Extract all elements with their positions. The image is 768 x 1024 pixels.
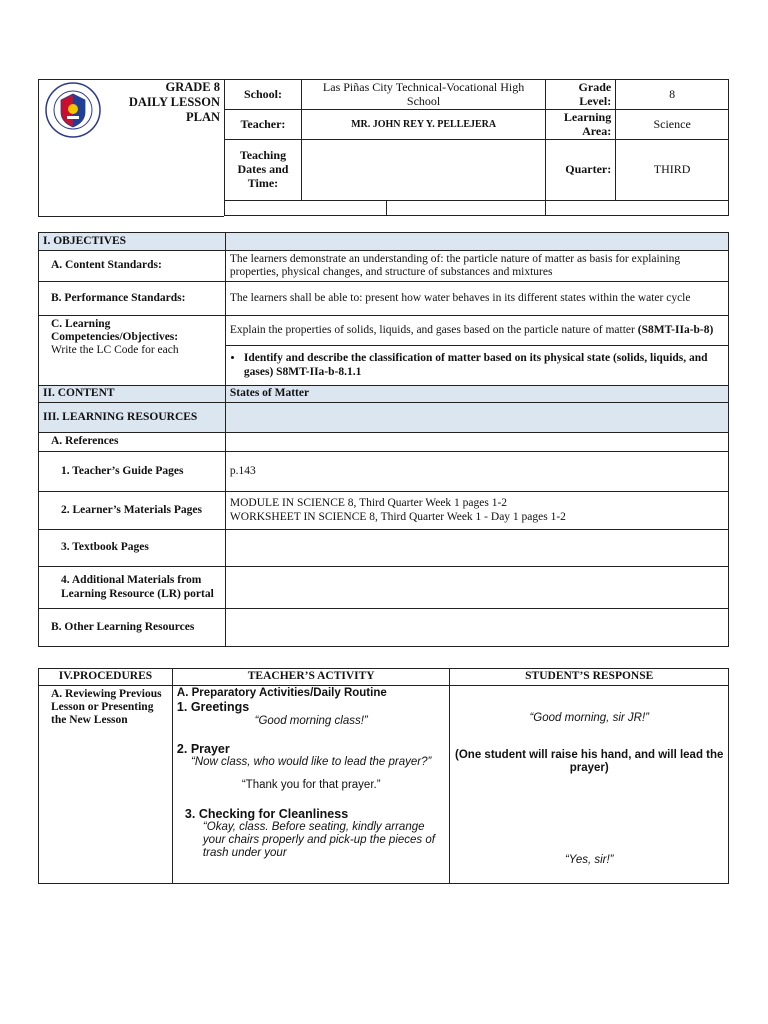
header-table	[224, 79, 729, 216]
performance-standards-value: The learners shall be able to: present how water behaves in its different states within the water cycle	[225, 282, 728, 316]
blank-cell-2	[386, 201, 546, 216]
dates-value	[301, 140, 545, 201]
additional-label: 4. Additional Materials from Learning Resource (LR) portal	[39, 567, 226, 609]
plan-title	[104, 80, 220, 125]
student-response-cell	[450, 686, 729, 884]
greetings-teacher: “Good morning class!”	[254, 714, 368, 727]
resources-heading: III. LEARNING RESOURCES	[39, 403, 226, 433]
teacher-activity-heading: TEACHER’S ACTIVITY	[172, 669, 450, 686]
prayer-teacher: “Now class, who would like to lead the prayer?”	[191, 756, 432, 769]
lm-value-1: MODULE IN SCIENCE 8, Third Quarter Week 1 pages 1-2	[229, 497, 508, 510]
school-value: Las Piñas City Technical-Vocational High School	[301, 80, 545, 110]
other-resources-label: B. Other Learning Resources	[39, 609, 226, 647]
content-value: States of Matter	[225, 386, 728, 403]
references-blank	[225, 433, 728, 452]
other-resources-value	[225, 609, 728, 647]
procedure-step-label: A. Reviewing Previous Lesson or Presenting the New Lesson	[39, 686, 173, 884]
tg-label: 1. Teacher’s Guide Pages	[39, 452, 226, 492]
prayer-student: (One student will raise his hand, and will lead the prayer)	[455, 749, 724, 775]
textbook-label: 3. Textbook Pages	[39, 530, 226, 567]
competencies-label: C. Learning Competencies/Objectives:	[51, 318, 179, 344]
quarter-label: Quarter:	[546, 140, 616, 201]
textbook-value	[225, 530, 728, 567]
blank-cell-1	[225, 201, 387, 216]
lm-value-2: WORKSHEET IN SCIENCE 8, Third Quarter Week 1 - Day 1 pages 1-2	[229, 510, 566, 523]
resources-heading-blank	[225, 403, 728, 433]
teacher-value: MR. JOHN REY Y. PELLEJERA	[301, 110, 545, 140]
objective-bullet: • Identify and describe the classification of matter based on its physical state (solids, liquids, and gases) S8MT-IIa-b-8.1.1	[244, 352, 724, 378]
additional-value	[225, 567, 728, 609]
lm-label: 2. Learner’s Materials Pages	[39, 492, 226, 530]
blank-cell-3	[546, 201, 729, 216]
school-label: School:	[225, 80, 302, 110]
dates-label: Teaching Dates and Time:	[225, 140, 302, 201]
procedures-table	[38, 668, 729, 884]
grade-level-label: Grade Level:	[546, 80, 616, 110]
objectives-heading: I. OBJECTIVES	[39, 233, 226, 251]
cleanliness-teacher: “Okay, class. Before seating, kindly arrange your chairs properly and pick-up the pieces of trash under your	[202, 821, 435, 860]
greetings-heading: 1. Greetings	[176, 700, 250, 715]
deped-seal-icon	[45, 82, 101, 138]
quarter-value: THIRD	[616, 140, 729, 201]
competency-text	[225, 316, 728, 346]
learning-area-value: Science	[616, 110, 729, 140]
greetings-student: “Good morning, sir JR!”	[529, 712, 649, 724]
competencies-cell	[39, 316, 226, 386]
competency-code: (S8MT-IIa-b-8)	[637, 323, 714, 336]
competencies-note: Write the LC Code for each	[51, 344, 179, 357]
performance-standards-label: B. Performance Standards:	[39, 282, 226, 316]
student-response-heading: STUDENT’S RESPONSE	[450, 669, 729, 686]
procedures-heading: IV.PROCEDURES	[39, 669, 173, 686]
learning-area-label: Learning Area:	[546, 110, 616, 140]
cleanliness-student: “Yes, sir!”	[564, 853, 614, 866]
objectives-heading-blank	[225, 233, 728, 251]
objective-bullet-cell	[225, 346, 728, 386]
content-standards-value: The learners demonstrate an understanding of: the particle nature of matter as basis for explaining properties, physical changes, and structure of substances and mixtures	[225, 251, 728, 282]
tg-value: p.143	[225, 452, 728, 492]
plan-title-line-2: DAILY LESSON	[128, 95, 220, 109]
prayer-thanks: “Thank you for that prayer.”	[241, 779, 381, 792]
teacher-label: Teacher:	[225, 110, 302, 140]
objectives-table	[38, 232, 729, 647]
grade-level-value: 8	[616, 80, 729, 110]
competency-description: Explain the properties of solids, liquids, and gases based on the particle nature of matter	[229, 323, 635, 336]
prep-heading: A. Preparatory Activities/Daily Routine	[176, 687, 387, 699]
plan-title-line-1: GRADE 8	[165, 80, 220, 94]
teacher-activity-cell	[172, 686, 450, 884]
references-label: A. References	[39, 433, 226, 452]
cleanliness-heading: 3. Checking for Cleanliness	[184, 806, 349, 821]
plan-title-line-3: PLAN	[185, 110, 220, 124]
lm-value	[225, 492, 728, 530]
content-standards-label: A. Content Standards:	[39, 251, 226, 282]
content-heading: II. CONTENT	[39, 386, 226, 403]
prayer-heading: 2. Prayer	[176, 741, 230, 756]
